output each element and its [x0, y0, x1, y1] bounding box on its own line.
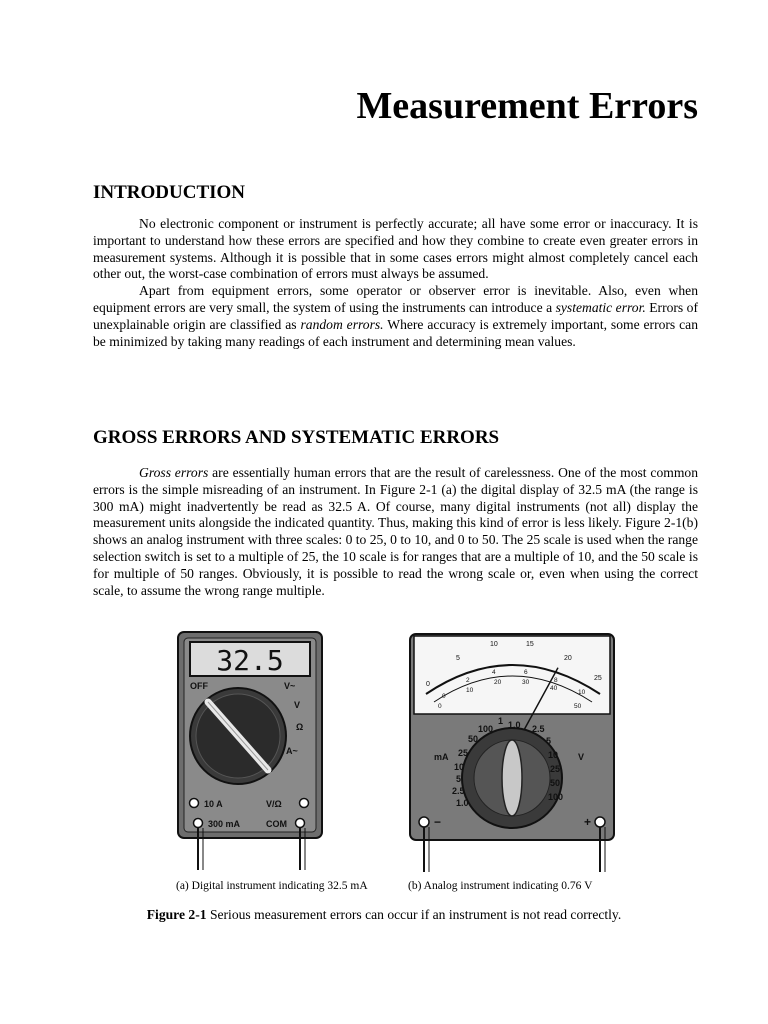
emphasized-term: Gross errors: [139, 465, 209, 480]
analog-multimeter-illustration: [408, 632, 616, 872]
switch-label-vac: V~: [284, 681, 296, 691]
svg-text:2.5: 2.5: [532, 724, 545, 734]
figure-caption-a: (a) Digital instrument indicating 32.5 mA: [176, 880, 368, 892]
introduction-text: [93, 216, 698, 350]
svg-text:20: 20: [494, 679, 502, 686]
jack-label-com: COM: [266, 819, 287, 829]
svg-text:2.5: 2.5: [452, 786, 465, 796]
svg-text:10: 10: [466, 687, 474, 694]
jack-label-300ma: 300 mA: [208, 819, 241, 829]
svg-text:0: 0: [426, 681, 430, 688]
svg-text:25: 25: [594, 675, 602, 682]
svg-text:1: 1: [498, 716, 504, 726]
svg-text:50: 50: [574, 703, 582, 710]
paragraph: Gross errors are essentially human errors that are the result of carelessness. One of the most common errors is the simple misreading of an instrument. In Figure 2-1 (a) the digital display of 32.5 mA (the range is 300 mA) might inadvertently be read as 32.5 A. Of course, many digital instruments (not all) display the measurement units alongside the indicated quantity. Thus, making this kind of error is less likely. Figure 2-1(b) shows an analog instrument with three scales: 0 to 25, 0 to 10, and 0 to 50. The 25 scale is used when the range selection switch is set to a multiple of 25, the 10 scale is for ranges that are a multiple of 10, and the 50 scale is for multiple of 50 ranges. Obviously, it is possible to read the wrong scale or, even when using the correct scale, to assume the wrong range multiple.: [93, 465, 698, 598]
svg-text:10: 10: [578, 689, 586, 696]
svg-text:10: 10: [548, 750, 559, 760]
svg-text:15: 15: [526, 641, 534, 648]
svg-text:1.0: 1.0: [456, 798, 469, 808]
dial-label-v: V: [578, 752, 585, 762]
svg-text:25: 25: [550, 764, 561, 774]
svg-text:2: 2: [466, 677, 470, 684]
jack-label-10a: 10 A: [204, 799, 223, 809]
page-title: Measurement Errors: [356, 85, 698, 127]
svg-text:50: 50: [468, 734, 479, 744]
dial-label-ma: mA: [434, 752, 449, 762]
svg-text:20: 20: [564, 655, 572, 662]
figure-caption-b: (b) Analog instrument indicating 0.76 V: [408, 880, 593, 892]
emphasized-term: random errors.: [300, 316, 384, 332]
svg-text:30: 30: [522, 679, 530, 686]
paragraph: Apart from equipment errors, some operator or observer error is inevitable. Also, even when equipment errors are very small, the system of using the instruments can introduce a systematic error. Errors of unexplainable origin are classified as random errors. Where accuracy is extremely important, some errors can be minimized by taking many readings of each instrument and determining mean values.: [93, 283, 699, 349]
paragraph: No electronic component or instrument is perfectly accurate; all have some error or inaccuracy. It is important to understand how these errors are specified and how they combine to create even greater errors in measurement systems. Although it is possible that in some cases errors might almost completely cancel each other out, the worst-case combination of errors must always be assumed.: [93, 216, 698, 282]
jack-minus: −: [434, 815, 442, 829]
svg-text:0: 0: [438, 703, 442, 710]
svg-text:1.0: 1.0: [508, 720, 521, 730]
jack-plus: +: [584, 815, 592, 829]
switch-label-vdc: V: [294, 700, 301, 710]
svg-text:50: 50: [550, 778, 561, 788]
jack-label-vohm: V/Ω: [266, 799, 282, 809]
figure-label: Figure 2-1: [146, 907, 207, 922]
section-heading-introduction: INTRODUCTION: [93, 182, 246, 203]
svg-text:4: 4: [492, 669, 496, 676]
svg-text:10: 10: [454, 762, 465, 772]
svg-text:8: 8: [554, 677, 558, 684]
switch-label-aac: A~: [286, 746, 298, 756]
digital-multimeter-illustration: [176, 630, 324, 870]
switch-label-off: OFF: [190, 681, 208, 691]
lcd-reading: 32.5: [216, 644, 284, 677]
svg-text:10: 10: [490, 641, 498, 648]
svg-text:25: 25: [458, 748, 469, 758]
section-heading-gross-errors: GROSS ERRORS AND SYSTEMATIC ERRORS: [93, 427, 500, 448]
svg-text:5: 5: [546, 736, 552, 746]
svg-text:100: 100: [478, 724, 494, 734]
figure-caption: [0, 907, 768, 923]
switch-label-ohm: Ω: [296, 722, 304, 732]
figure-caption-text: Serious measurement errors can occur if an instrument is not read correctly.: [209, 907, 622, 922]
emphasized-term: systematic error.: [555, 299, 646, 315]
svg-text:5: 5: [456, 774, 462, 784]
svg-text:5: 5: [456, 655, 460, 662]
svg-text:6: 6: [524, 669, 528, 676]
svg-text:100: 100: [548, 792, 564, 802]
gross-errors-text: [93, 465, 698, 599]
svg-text:0: 0: [442, 693, 446, 700]
svg-text:40: 40: [550, 685, 558, 692]
